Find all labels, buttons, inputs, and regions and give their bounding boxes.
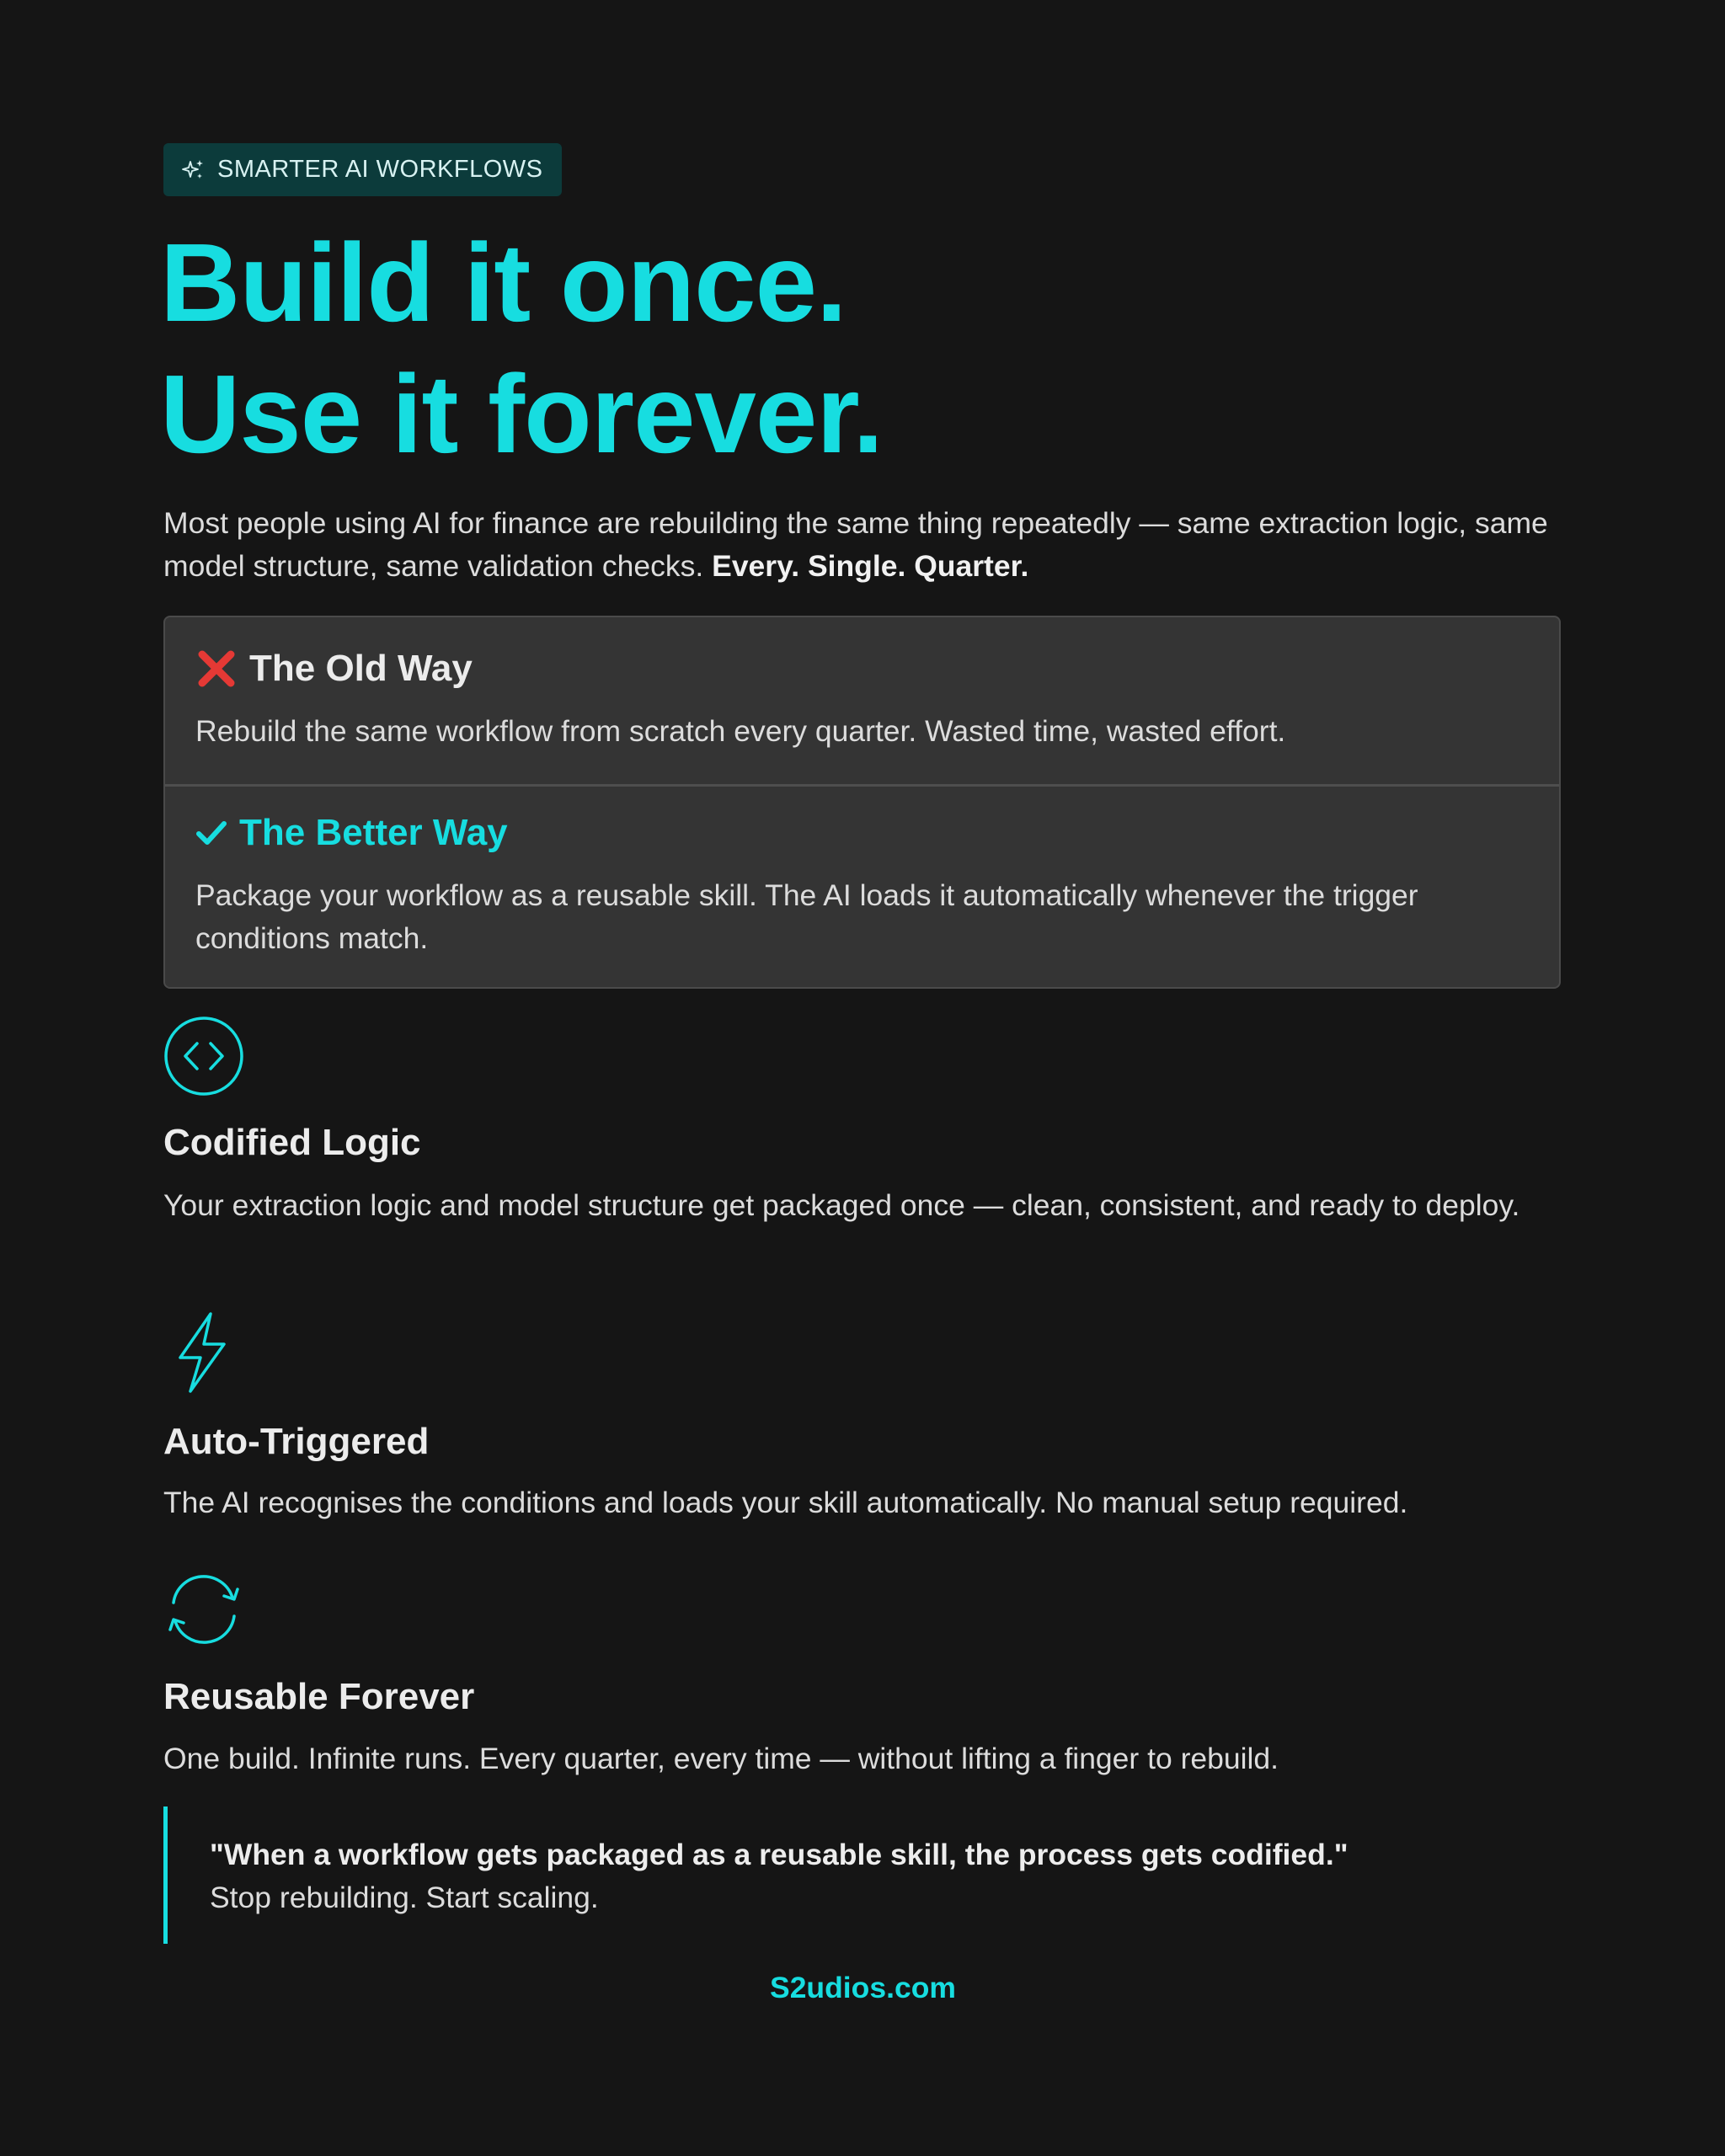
quote-subtext: Stop rebuilding. Start scaling. xyxy=(210,1881,599,1914)
intro-paragraph xyxy=(163,502,1562,588)
intro-text: Most people using AI for finance are rebuilding the same thing repeatedly — same extraction logic, same model structure, same validation checks. xyxy=(163,506,1548,583)
code-brackets-icon xyxy=(163,1016,244,1097)
feature-body-auto-triggered: The AI recognises the conditions and loads your skill automatically. No manual setup required. xyxy=(163,1486,1408,1519)
cross-mark-icon xyxy=(195,648,238,690)
quote-text: "When a workflow gets packaged as a reusable skill, the process gets codified." xyxy=(210,1838,1348,1871)
website-link[interactable]: S2udios.com xyxy=(770,1971,956,2004)
comparison-divider xyxy=(165,784,1559,787)
old-way-body: Rebuild the same workflow from scratch every quarter. Wasted time, wasted effort. xyxy=(195,714,1286,748)
headline-line-2: Use it forever. xyxy=(160,352,884,476)
refresh-cycle-icon xyxy=(163,1571,244,1648)
badge-label: SMARTER AI WORKFLOWS xyxy=(217,156,543,183)
feature-title-auto-triggered: Auto-Triggered xyxy=(163,1421,430,1462)
old-way-title xyxy=(195,648,473,690)
better-way-title-text: The Better Way xyxy=(239,812,508,853)
feature-body-reusable-forever: One build. Infinite runs. Every quarter, every time — without lifting a finger to rebuild. xyxy=(163,1742,1279,1775)
feature-body-codified-logic: Your extraction logic and model structure get packaged once — clean, consistent, and ready to deploy. xyxy=(163,1188,1520,1222)
check-icon xyxy=(195,817,227,849)
headline-line-1: Build it once. xyxy=(160,221,846,344)
feature-title-codified-logic: Codified Logic xyxy=(163,1122,421,1163)
comparison-card xyxy=(163,616,1561,989)
category-badge xyxy=(163,143,562,196)
better-way-body: Package your workflow as a reusable skill. The AI loads it automatically whenever the trigger conditions match. xyxy=(195,878,1418,955)
intro-emphasis: Every. Single. Quarter. xyxy=(712,549,1029,583)
page-headline xyxy=(160,217,883,480)
sparkles-icon xyxy=(180,157,206,183)
lightning-bolt-icon xyxy=(175,1312,229,1393)
pull-quote xyxy=(163,1806,1562,1944)
feature-title-reusable-forever: Reusable Forever xyxy=(163,1676,475,1717)
better-way-title xyxy=(195,812,508,854)
old-way-title-text: The Old Way xyxy=(249,648,473,689)
